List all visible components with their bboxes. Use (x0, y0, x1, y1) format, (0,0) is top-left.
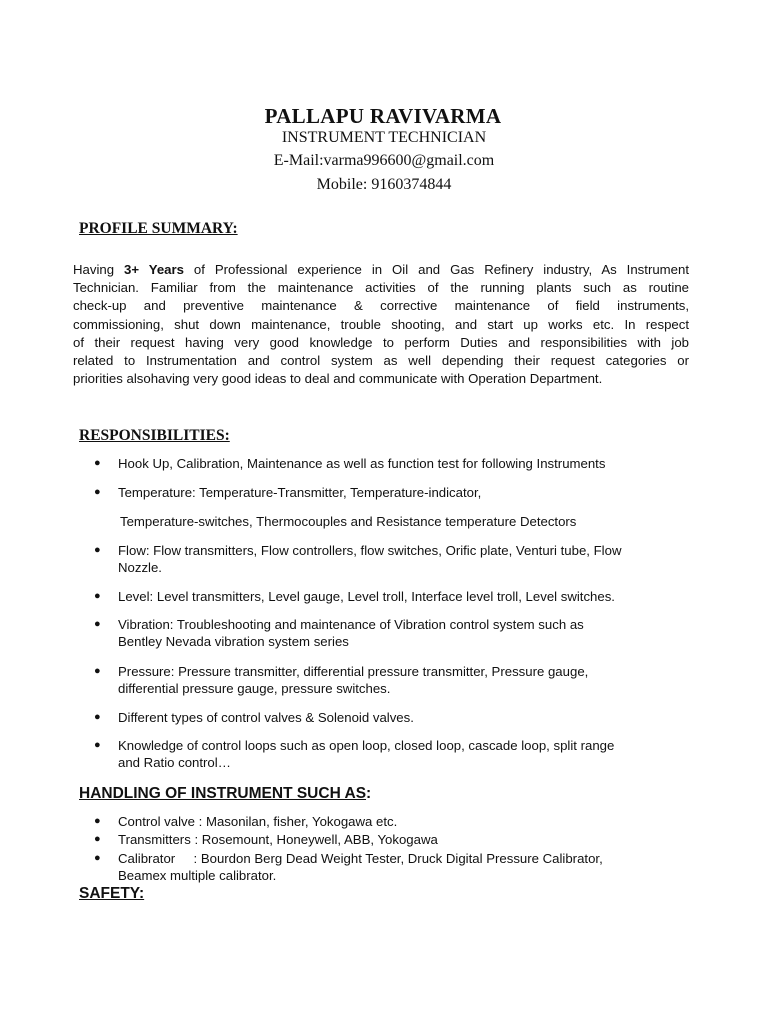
responsibilities-heading: RESPONSIBILITIES: (79, 427, 230, 444)
profile-summary-heading: PROFILE SUMMARY: (79, 220, 238, 237)
email-line: E-Mail:varma996600@gmail.com (273, 152, 495, 169)
list-item-text: Level: Level transmitters, Level gauge, Level troll, Interface level troll, Level switches. (118, 589, 615, 604)
safety-heading (79, 885, 144, 903)
bullet-icon: ● (94, 833, 101, 845)
years-experience: 3+ Years (124, 262, 184, 277)
list-item-text-continued: Nozzle. (118, 560, 162, 575)
bullet-icon: ● (94, 665, 101, 677)
bullet-icon: ● (94, 852, 101, 864)
list-item-text: Flow: Flow transmitters, Flow controllers, flow switches, Orific plate, Venturi tube, Flow (118, 543, 622, 558)
list-item-text: Different types of control valves & Solenoid valves. (118, 710, 414, 725)
bullet-icon: ● (94, 486, 101, 498)
list-item-text: Vibration: Troubleshooting and maintenance of Vibration control system such as (118, 617, 584, 632)
bullet-icon: ● (94, 590, 101, 602)
summary-line (73, 261, 689, 279)
list-item-text: Control valve : Masonilan, fisher, Yokogawa etc. (118, 814, 398, 829)
mobile-line: Mobile: 9160374844 (316, 176, 452, 193)
candidate-name: PALLAPU RAVIVARMA (264, 104, 502, 128)
list-item-text-continued: Temperature-switches, Thermocouples and Resistance temperature Detectors (120, 514, 577, 529)
handling-heading (79, 785, 371, 803)
list-item-text: Calibrator : Bourdon Berg Dead Weight Tester, Druck Digital Pressure Calibrator, (118, 851, 603, 866)
bullet-icon: ● (94, 618, 101, 630)
list-item-text-continued: Bentley Nevada vibration system series (118, 634, 349, 649)
summary-line: of their request having very good knowledge to perform Duties and responsibilities with job (73, 334, 689, 350)
summary-line: priorities alsohaving very good ideas to deal and communicate with Operation Department. (73, 371, 603, 387)
summary-line: related to Instrumentation and control system as well depending their request categories or (73, 353, 689, 369)
profile-summary-text (73, 261, 689, 388)
handling-heading-text: HANDLING OF INSTRUMENT SUCH AS (79, 785, 367, 802)
list-item-text: Pressure: Pressure transmitter, differential pressure transmitter, Pressure gauge, (118, 664, 589, 679)
bullet-icon: ● (94, 739, 101, 751)
summary-line: check-up and preventive maintenance & corrective maintenance of field instruments, (73, 298, 689, 314)
list-item-text-continued: Beamex multiple calibrator. (118, 868, 277, 883)
bullet-icon: ● (94, 711, 101, 723)
handling-heading-colon: : (366, 785, 372, 802)
list-item-text: Temperature: Temperature-Transmitter, Temperature-indicator, (118, 485, 482, 500)
summary-text: Having (73, 262, 124, 277)
summary-line: Technician. Familiar from the maintenance activities of the running plants such as routine (73, 280, 689, 296)
summary-text: of Professional experience in Oil and Gas Refinery industry, As Instrument (183, 262, 689, 277)
safety-heading-text: SAFETY: (79, 885, 145, 902)
bullet-icon: ● (94, 544, 101, 556)
list-item-text-continued: differential pressure gauge, pressure switches. (118, 681, 391, 696)
summary-line: commissioning, shut down maintenance, trouble shooting, and start up works etc. In respect (73, 316, 689, 332)
list-item-text-continued: and Ratio control… (118, 755, 231, 770)
list-item-text: Hook Up, Calibration, Maintenance as well as function test for following Instruments (118, 456, 606, 471)
list-item-text: Transmitters : Rosemount, Honeywell, ABB, Yokogawa (118, 832, 438, 847)
job-title: INSTRUMENT TECHNICIAN (281, 129, 487, 146)
bullet-icon: ● (94, 457, 101, 469)
list-item-text: Knowledge of control loops such as open loop, closed loop, cascade loop, split range (118, 738, 615, 753)
bullet-icon: ● (94, 815, 101, 827)
